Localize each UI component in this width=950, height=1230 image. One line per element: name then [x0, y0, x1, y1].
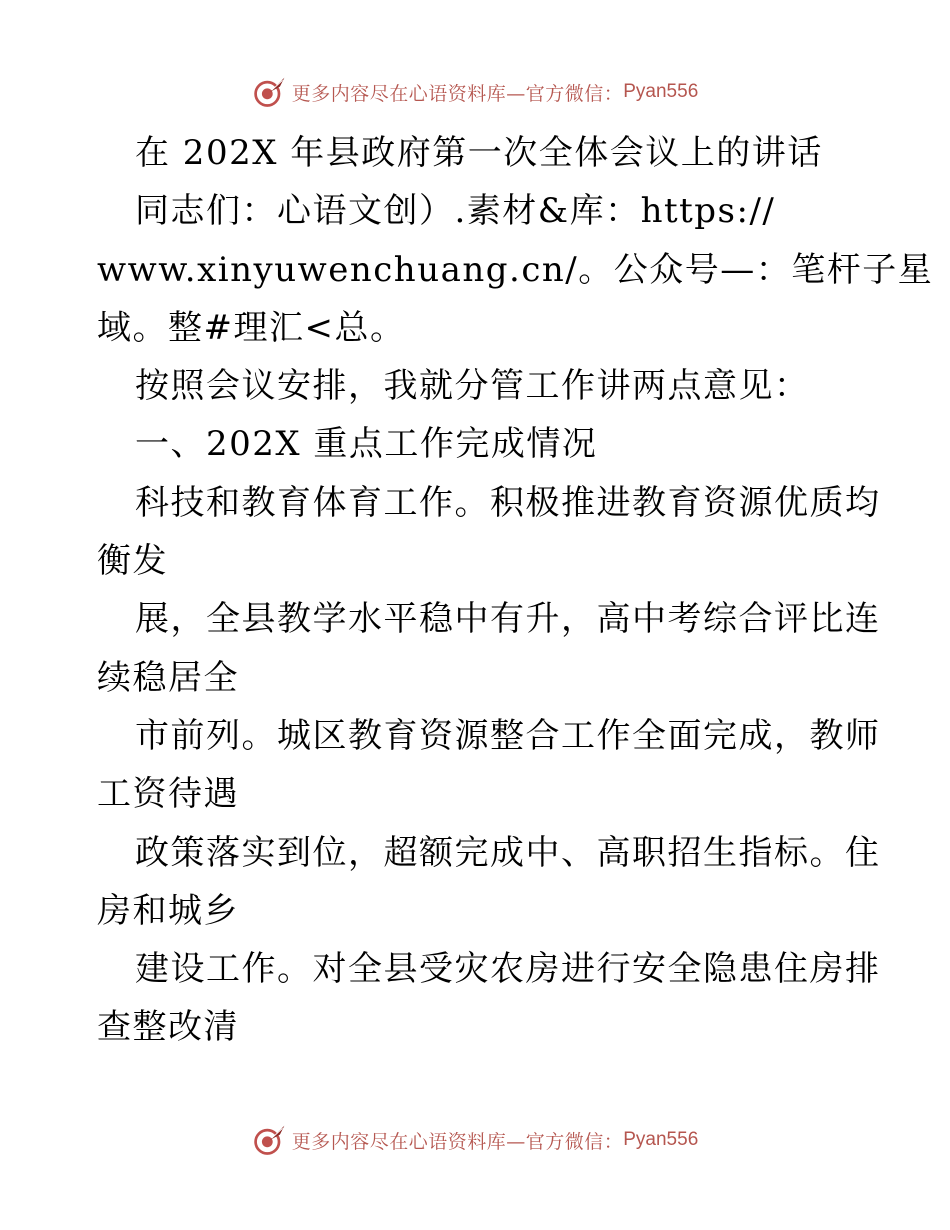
- banner-wechat-id: Pyan556: [623, 1129, 699, 1150]
- quill-logo-icon: [252, 74, 288, 110]
- paragraph-line: 续稳居全: [97, 657, 239, 698]
- paragraph-line: 房和城乡: [97, 890, 239, 931]
- paragraph-line: 工资待遇: [97, 774, 239, 815]
- header-banner: [0, 72, 950, 112]
- paragraph-line: 域。整#理汇<总。: [97, 307, 406, 348]
- quill-logo-icon: [252, 1122, 288, 1158]
- paragraph-line: 政策落实到位，超额完成中、高职招生指标。住: [135, 832, 881, 873]
- banner-wechat-id: Pyan556: [623, 81, 699, 102]
- document-title: 在 202X 年县政府第一次全体会议上的讲话: [135, 133, 823, 173]
- paragraph-line: 同志们：心语文创）.素材&库：https://: [135, 191, 776, 232]
- section-heading: 一、202X 重点工作完成情况: [135, 424, 598, 465]
- paragraph-line: 建设工作。对全县受灾农房进行安全隐患住房排: [135, 949, 881, 990]
- paragraph-line: 按照会议安排，我就分管工作讲两点意见：: [135, 366, 810, 407]
- paragraph-line: www.xinyuwenchuang.cn/。公众号—：笔杆子星: [97, 249, 934, 290]
- banner-text: 更多内容尽在心语资料库—官方微信：: [291, 1130, 624, 1153]
- paragraph-line: 市前列。城区教育资源整合工作全面完成，教师: [135, 715, 881, 756]
- paragraph-line: 科技和教育体育工作。积极推进教育资源优质均: [135, 482, 881, 523]
- paragraph-line: 衡发: [97, 541, 168, 582]
- banner-text: 更多内容尽在心语资料库—官方微信：: [291, 82, 624, 105]
- paragraph-line: 查整改清: [97, 1007, 239, 1048]
- footer-banner: [0, 1120, 950, 1160]
- document-body: [97, 124, 934, 1057]
- paragraph-line: 展，全县教学水平稳中有升，高中考综合评比连: [135, 599, 881, 640]
